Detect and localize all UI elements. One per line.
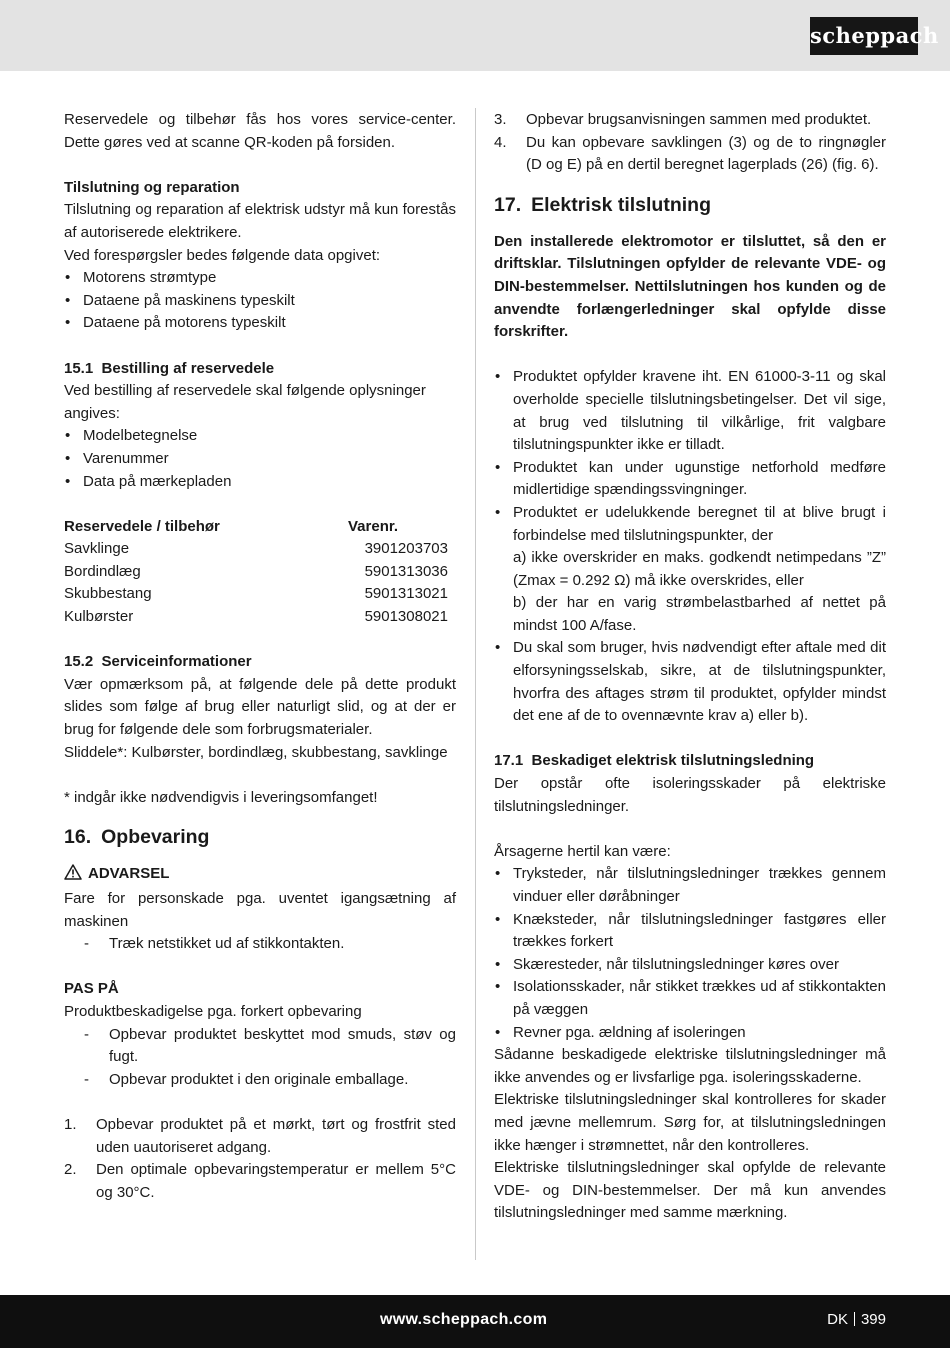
page-number: 399 <box>860 1311 886 1328</box>
section-number: 17. <box>494 193 522 216</box>
section-17-1-text: Der opstår ofte isoleringsskader på elektriske tilslutningsledninger. <box>494 775 886 815</box>
part-number: 5901313021 <box>364 585 448 603</box>
website-link[interactable]: www.scheppach.com <box>380 1311 548 1328</box>
section-15-1-heading: 15.1 Bestilling af reservedele <box>64 359 275 377</box>
column-divider <box>475 108 476 1260</box>
item-text: Produktet er udelukkende beregnet til at blive brugt i forbindelse med tilslutningspunkter, der <box>513 503 886 544</box>
right-column <box>494 109 886 1225</box>
separator <box>854 1312 855 1326</box>
storage-steps <box>64 1114 456 1204</box>
item-text: a) ikke overskrider en maks. godkendt netimpedans ”Z” (Zmax = 0.292 Ω) må ikke overskrides, eller <box>513 549 886 589</box>
part-name: Kulbørster <box>64 608 134 626</box>
list-item: • Revner pga. ældning af isoleringen <box>494 1022 886 1045</box>
connection-request: Ved forespørgsler bedes følgende data opgivet: <box>64 246 381 264</box>
table-row <box>64 606 456 629</box>
caution-label: PAS PÅ <box>64 980 119 998</box>
storage-steps-continued <box>494 109 886 177</box>
list-item: 1. Opbevar produktet på et mørkt, tørt og frostfrit sted uden uautoriseret adgang. <box>64 1115 456 1156</box>
table-header-number: Varenr. <box>348 517 399 535</box>
caution-text: Produktbeskadigelse pga. forkert opbevaring <box>64 1002 362 1020</box>
final-text: Elektriske tilslutningsledninger skal opfylde de relevante VDE- og DIN-bestemmelser. Der må kun anvendes tilslutningsledninger med samme mærkning. <box>494 1159 886 1222</box>
section-title: Opbevaring <box>101 826 210 849</box>
list-item: • Isolationsskader, når stikket trækkes ud af stikkontakten på væggen <box>494 976 886 1021</box>
list-item: • Du skal som bruger, hvis nødvendigt efter aftale med dit elforsyningsselskab, sikre, at de tilslutningspunkter, hvorfra des aftages strøm til produktet, opfylder mindst det ene af de to ovennævnte krav a) eller b). <box>494 637 886 727</box>
connection-text: Tilslutning og reparation af elektrisk udstyr må kun forestås af autoriserede elektrikere. <box>64 201 456 241</box>
part-number: 3901203703 <box>364 540 448 558</box>
list-item: • Tryksteder, når tilslutningsledninger trækkes gennem vinduer eller døråbninger <box>494 863 886 908</box>
section-17-intro: Den installerede elektromotor er tilsluttet, så den er driftsklar. Tilslutningen opfylder de relevante VDE- og DIN-bestemmelser. Nettilslutningen hos kunden og de anvendte forlængerledninger skal opfylde disse forskrifter. <box>494 232 886 341</box>
connection-list <box>64 267 456 335</box>
intro-text: Reservedele og tilbehør fås hos vores service-center. Dette gøres ved at scanne QR-koden på forsiden. <box>64 111 456 151</box>
section-17-1-heading: 17.1 Beskadiget elektrisk tilslutningsledning <box>494 752 815 770</box>
part-name: Bordindlæg <box>64 562 141 580</box>
list-item: 4. Du kan opbevare savklingen (3) og de to ringnøgler (D og E) på en dertil beregnet lagerplads (26) (fig. 6). <box>494 133 886 174</box>
list-item: • Modelbetegnelse <box>64 425 456 448</box>
final-text: Sådanne beskadigede elektriske tilslutningsledninger må ikke anvendes og er livsfarlige pga. isoleringsskaderne. <box>494 1046 886 1086</box>
list-item: • Dataene på motorens typeskilt <box>64 312 456 335</box>
part-name: Savklinge <box>64 540 130 558</box>
section-title: Elektrisk tilslutning <box>531 193 711 216</box>
list-item: - Opbevar produktet beskyttet mod smuds, støv og fugt. <box>64 1024 456 1069</box>
table-header-row <box>64 516 456 539</box>
order-info-list <box>64 425 456 493</box>
spare-parts-table <box>64 516 456 629</box>
section-number: 16. <box>64 826 92 849</box>
list-item: - Træk netstikket ud af stikkontakten. <box>64 933 456 956</box>
warning-label <box>64 863 456 888</box>
caution-list <box>64 1024 456 1092</box>
list-item: • Dataene på maskinens typeskilt <box>64 290 456 313</box>
connection-heading: Tilslutning og reparation <box>64 178 240 196</box>
page-footer <box>0 1295 950 1348</box>
list-item: • Skæresteder, når tilslutningsledninger køres over <box>494 954 886 977</box>
warning-list <box>64 933 456 956</box>
final-text: Elektriske tilslutningsledninger skal kontrolleres for skader med jævne mellemrum. Sørg for, at tilslutningsledningen ikke hænger i strømnettet, når den kontrolleres. <box>494 1091 886 1154</box>
part-name: Skubbestang <box>64 585 152 603</box>
causes-list <box>494 863 886 1044</box>
warning-label-text: ADVARSEL <box>88 865 170 883</box>
warning-text: Fare for personskade pga. uventet igangsætning af maskinen <box>64 890 456 930</box>
section-15-2-heading: 15.2 Serviceinformationer <box>64 653 252 671</box>
table-header-parts: Reservedele / tilbehør <box>64 517 220 535</box>
part-number: 5901313036 <box>364 562 448 580</box>
item-text: b) der har en varig strømbelastbarhed af nettet på mindst 100 A/fase. <box>513 594 886 634</box>
section-16-heading <box>64 823 456 851</box>
language-code: DK <box>827 1311 848 1328</box>
part-number: 5901308021 <box>364 608 448 626</box>
list-item: • Produktet kan under ugunstige netforhold medføre midlertidige spændingssvingninger. <box>494 457 886 502</box>
list-item: • Data på mærkepladen <box>64 471 456 494</box>
requirements-list <box>494 366 886 728</box>
list-item: 2. Den optimale opbevaringstemperatur er mellem 5°C og 30°C. <box>64 1161 456 1201</box>
warning-triangle-icon <box>64 864 82 888</box>
section-15-2-text: Vær opmærksom på, at følgende dele på dette produkt slides som følge af brug eller naturligt slid, og at der er brug for følgende dele som forbrugsmaterialer. <box>64 675 456 739</box>
brand-logo: scheppach <box>810 17 918 55</box>
list-item: • Knæksteder, når tilslutningsledninger fastgøres eller trækkes forkert <box>494 909 886 954</box>
list-item: • Produktet opfylder kravene iht. EN 61000-3-11 og skal overholde specielle tilslutningsbetingelser. Det vil sige, at brug ved tilslutning til vilkårlige, frit valgbare tilslutningspunkter ikke er tilladt. <box>494 366 886 456</box>
page-reference <box>827 1309 886 1332</box>
table-row <box>64 583 456 606</box>
delivery-note: * indgår ikke nødvendigvis i leveringsomfanget! <box>64 788 378 806</box>
section-17-heading <box>494 191 886 219</box>
list-item: 3. Opbevar brugsanvisningen sammen med produktet. <box>494 111 872 128</box>
causes-intro: Årsagerne hertil kan være: <box>494 842 671 860</box>
section-15-1-text: Ved bestilling af reservedele skal følgende oplysninger angives: <box>64 382 426 422</box>
list-item: • Varenummer <box>64 448 456 471</box>
page-header <box>0 0 950 71</box>
left-column <box>64 109 456 1204</box>
list-item: - Opbevar produktet i den originale emballage. <box>64 1069 456 1092</box>
list-item <box>494 502 886 638</box>
table-row <box>64 538 456 561</box>
list-item: • Motorens strømtype <box>64 267 456 290</box>
wear-parts-text: Sliddele*: Kulbørster, bordindlæg, skubbestang, savklinge <box>64 743 448 761</box>
table-row <box>64 561 456 584</box>
